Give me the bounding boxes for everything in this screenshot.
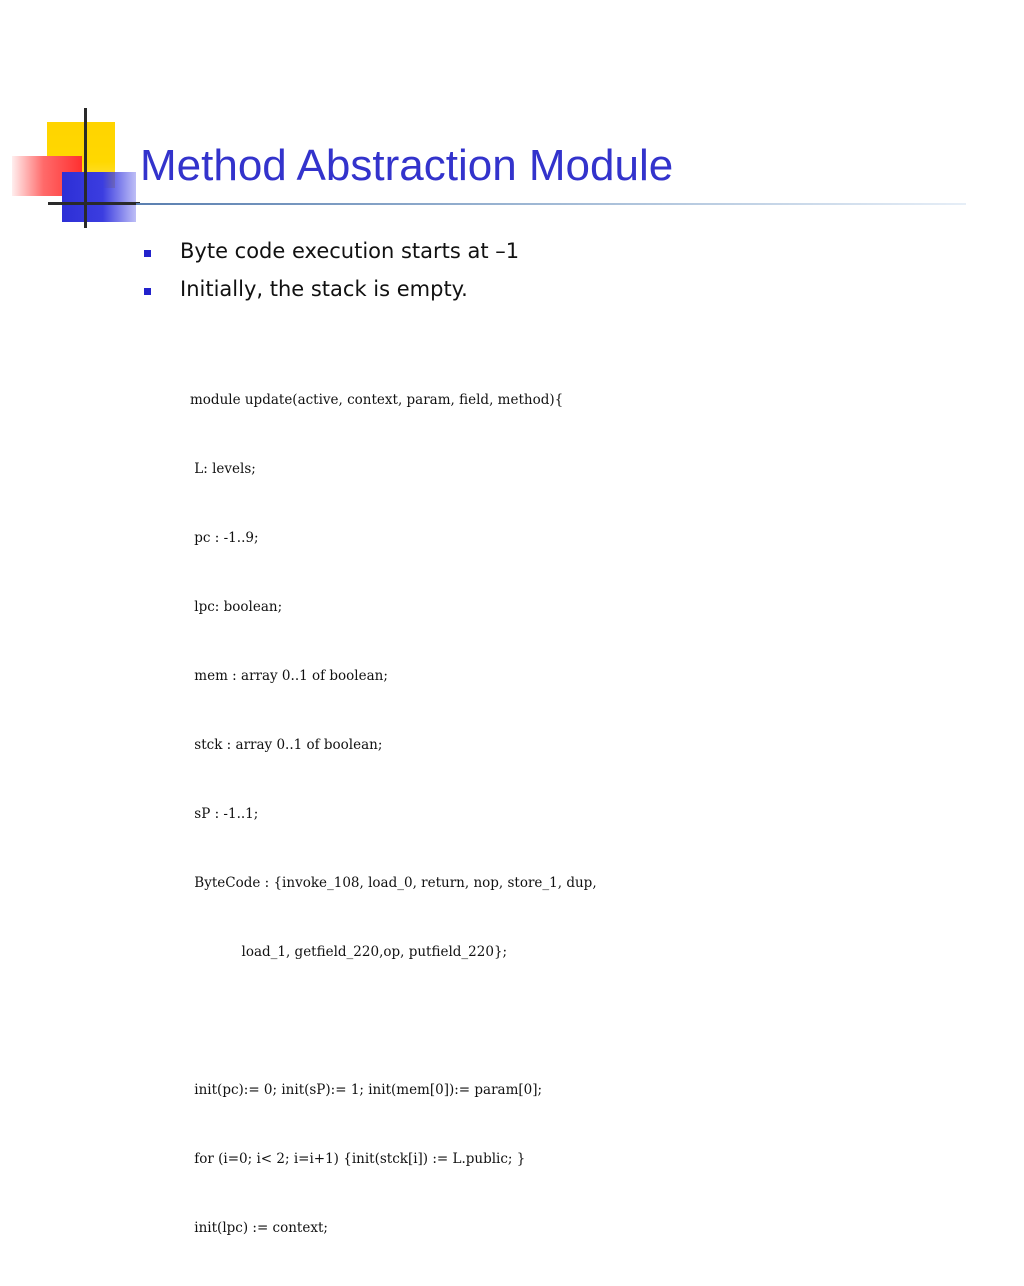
code-line: [190, 1010, 597, 1033]
code-line: init(pc):= 0; init(sP):= 1; init(mem[0]):= param[0];: [190, 1082, 543, 1098]
bullet-list: [144, 232, 519, 308]
decorative-blue-square: [62, 172, 136, 222]
decorative-vertical-line: [84, 108, 87, 228]
code-line: stck : array 0..1 of boolean;: [190, 737, 383, 753]
code-line: module update(active, context, param, field, method){: [190, 392, 564, 408]
bullet-square-icon: [144, 250, 151, 257]
title-underline: [136, 203, 966, 205]
code-line: for (i=0; i< 2; i=i+1) {init(stck[i]) := L.public; }: [190, 1151, 526, 1167]
code-line: sP : -1..1;: [190, 806, 259, 822]
bullet-square-icon: [144, 288, 151, 295]
code-listing: [190, 343, 597, 1286]
code-line: lpc: boolean;: [190, 599, 283, 615]
bullet-text: Byte code execution starts at –1: [180, 239, 520, 263]
code-line: mem : array 0..1 of boolean;: [190, 668, 388, 684]
code-line: ByteCode : {invoke_108, load_0, return, nop, store_1, dup,: [190, 875, 597, 891]
code-line: load_1, getfield_220,op, putfield_220};: [190, 944, 508, 960]
bullet-item: [144, 232, 519, 270]
bullet-item: [144, 270, 519, 308]
slide-title: Method Abstraction Module: [140, 141, 674, 190]
code-line: L: levels;: [190, 461, 256, 477]
code-line: init(lpc) := context;: [190, 1220, 328, 1236]
decorative-horizontal-line: [48, 202, 140, 205]
bullet-text: Initially, the stack is empty.: [180, 277, 468, 301]
code-line: pc : -1..9;: [190, 530, 259, 546]
